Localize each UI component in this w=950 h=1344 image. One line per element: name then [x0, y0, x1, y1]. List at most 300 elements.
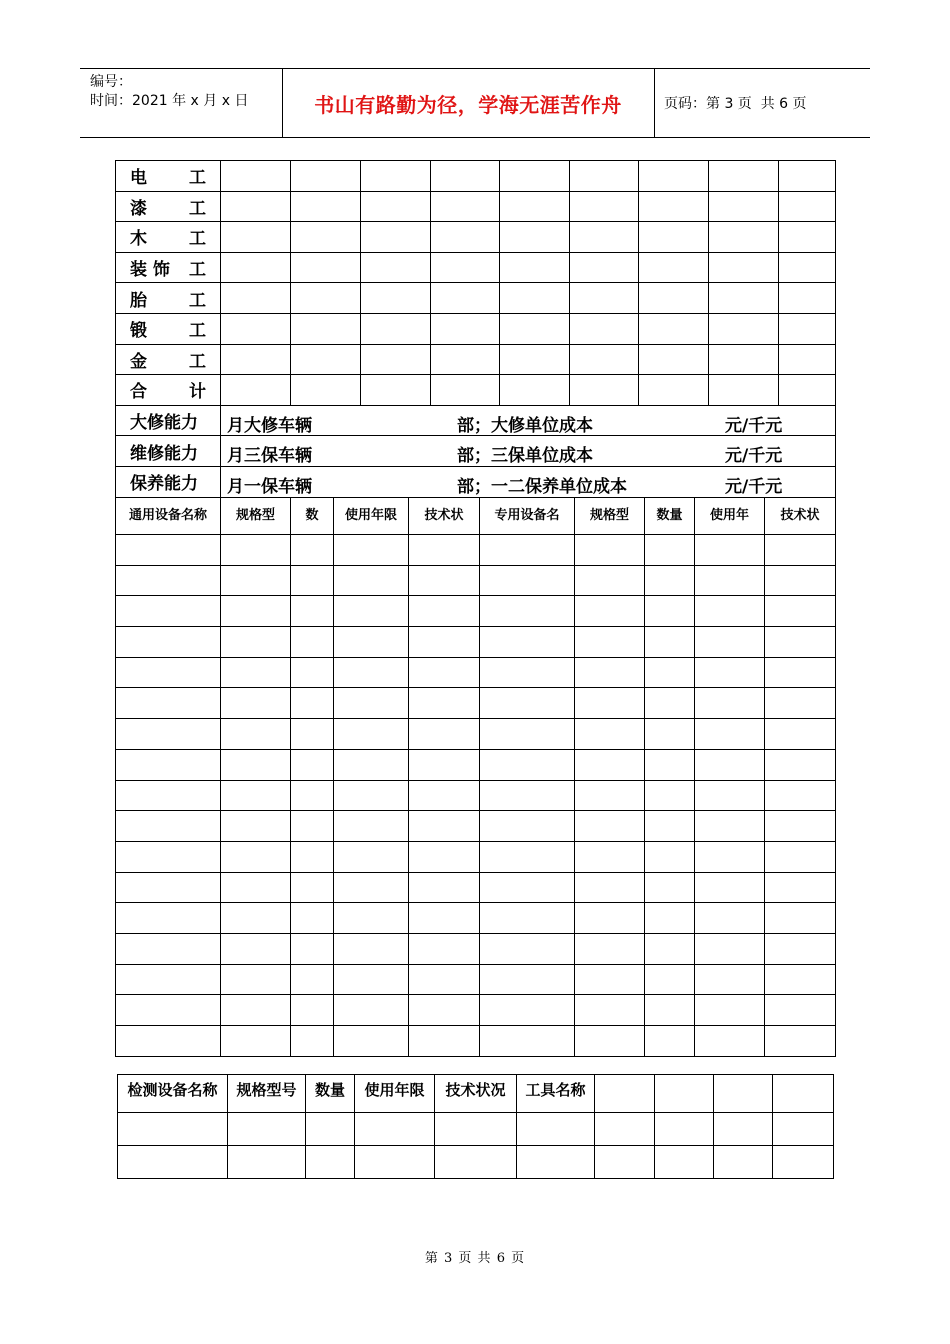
- table-cell: [570, 344, 639, 375]
- table-cell: [639, 191, 709, 222]
- table-cell: [695, 872, 765, 903]
- table-row: [116, 780, 836, 811]
- table-cell: [709, 161, 779, 192]
- table-cell: [116, 995, 221, 1026]
- table-cell: [695, 596, 765, 627]
- table-row: [116, 933, 836, 964]
- table-cell: [480, 1026, 575, 1057]
- worker-label: [116, 313, 221, 344]
- column-header: 检测设备名称: [118, 1075, 228, 1113]
- table-cell: [334, 780, 409, 811]
- table-cell: [570, 313, 639, 344]
- capacity-label: 保养能力: [116, 466, 221, 497]
- table-cell: [779, 313, 836, 344]
- table-cell: [645, 719, 695, 750]
- table-row: [116, 995, 836, 1026]
- table-cell: [116, 780, 221, 811]
- table-cell: [570, 252, 639, 283]
- table-cell: [361, 222, 431, 253]
- table-cell: [645, 657, 695, 688]
- table-cell: [695, 995, 765, 1026]
- table-cell: [765, 1026, 836, 1057]
- table-cell: [409, 841, 480, 872]
- table-cell: [221, 222, 291, 253]
- table-cell: [575, 995, 645, 1026]
- table-cell: [779, 222, 836, 253]
- table-cell: [645, 841, 695, 872]
- capacity-row: [116, 405, 836, 436]
- worker-row: [116, 313, 836, 344]
- column-header: 规格型: [575, 498, 645, 535]
- worker-label-left: 金: [130, 351, 147, 372]
- table-cell: [695, 535, 765, 566]
- worker-row: [116, 161, 836, 192]
- table-cell: [221, 1026, 291, 1057]
- table-cell: [221, 313, 291, 344]
- table-cell: [291, 565, 334, 596]
- table-cell: [221, 811, 291, 842]
- table-cell: [575, 933, 645, 964]
- table-cell: [695, 841, 765, 872]
- table-cell: [291, 964, 334, 995]
- column-header: 规格型: [221, 498, 291, 535]
- table-cell: [639, 252, 709, 283]
- table-cell: [575, 535, 645, 566]
- table-cell: [639, 283, 709, 314]
- table-cell: [116, 933, 221, 964]
- equipment-header-row: [116, 498, 836, 535]
- table-cell: [116, 811, 221, 842]
- table-cell: [765, 780, 836, 811]
- table-cell: [221, 903, 291, 934]
- table-cell: [575, 719, 645, 750]
- table-cell: [409, 749, 480, 780]
- table-cell: [480, 749, 575, 780]
- worker-row: [116, 222, 836, 253]
- table-cell: [221, 964, 291, 995]
- worker-label-left: 木: [130, 229, 147, 250]
- table-cell: [361, 375, 431, 406]
- table-cell: [228, 1146, 306, 1179]
- table-cell: [765, 596, 836, 627]
- table-cell: [645, 780, 695, 811]
- table-cell: [361, 161, 431, 192]
- column-header: 技术状况: [435, 1075, 517, 1113]
- table-cell: [765, 964, 836, 995]
- inspection-table: [117, 1074, 834, 1179]
- table-cell: [773, 1146, 834, 1179]
- table-cell: [116, 688, 221, 719]
- worker-label: [116, 222, 221, 253]
- table-cell: [645, 688, 695, 719]
- table-cell: [355, 1146, 435, 1179]
- table-cell: [639, 222, 709, 253]
- table-cell: [645, 627, 695, 658]
- capacity-detail: [221, 436, 836, 467]
- capacity-label: 大修能力: [116, 405, 221, 436]
- capacity-detail: [221, 405, 836, 436]
- table-cell: [116, 841, 221, 872]
- table-cell: [575, 749, 645, 780]
- table-cell: [291, 344, 361, 375]
- table-cell: [409, 596, 480, 627]
- capacity-unit-label: 元/千元: [725, 476, 783, 497]
- table-cell: [291, 749, 334, 780]
- table-row: [116, 688, 836, 719]
- table-cell: [765, 841, 836, 872]
- table-cell: [334, 719, 409, 750]
- table-cell: [291, 161, 361, 192]
- column-header: 专用设备名: [480, 498, 575, 535]
- table-cell: [435, 1113, 517, 1146]
- table-cell: [306, 1113, 355, 1146]
- table-cell: [765, 719, 836, 750]
- table-cell: [779, 252, 836, 283]
- page-footer: 第 3 页 共 6 页: [424, 1251, 526, 1266]
- table-cell: [709, 313, 779, 344]
- table-cell: [334, 995, 409, 1026]
- table-cell: [575, 964, 645, 995]
- table-cell: [765, 811, 836, 842]
- table-cell: [714, 1146, 773, 1179]
- table-cell: [409, 719, 480, 750]
- table-cell: [221, 657, 291, 688]
- table-cell: [765, 872, 836, 903]
- table-cell: [500, 313, 570, 344]
- table-cell: [334, 903, 409, 934]
- equipment-table: [115, 497, 836, 1057]
- worker-label-right: 计: [189, 382, 206, 403]
- table-row: [116, 596, 836, 627]
- table-cell: [334, 811, 409, 842]
- table-cell: [409, 688, 480, 719]
- column-header: [655, 1075, 714, 1113]
- table-cell: [291, 283, 361, 314]
- table-cell: [334, 872, 409, 903]
- column-header: 使用年限: [355, 1075, 435, 1113]
- table-cell: [779, 191, 836, 222]
- table-cell: [709, 191, 779, 222]
- table-cell: [695, 780, 765, 811]
- table-cell: [645, 811, 695, 842]
- table-cell: [435, 1146, 517, 1179]
- table-cell: [645, 872, 695, 903]
- table-cell: [570, 191, 639, 222]
- worker-label: [116, 252, 221, 283]
- table-cell: [361, 252, 431, 283]
- table-cell: [116, 535, 221, 566]
- table-cell: [575, 627, 645, 658]
- capacity-cost-label: 部；三保单位成本: [457, 446, 593, 467]
- column-header: [714, 1075, 773, 1113]
- table-cell: [431, 252, 500, 283]
- table-cell: [116, 749, 221, 780]
- table-cell: [221, 688, 291, 719]
- table-cell: [765, 657, 836, 688]
- worker-label-left: 电: [130, 168, 147, 189]
- table-cell: [500, 283, 570, 314]
- table-cell: [695, 749, 765, 780]
- table-row: [116, 1026, 836, 1057]
- worker-label-right: 工: [189, 321, 206, 342]
- table-cell: [291, 780, 334, 811]
- table-cell: [221, 535, 291, 566]
- table-cell: [645, 995, 695, 1026]
- table-cell: [575, 903, 645, 934]
- capacity-unit-label: 元/千元: [725, 415, 783, 436]
- worker-label-right: 工: [189, 229, 206, 250]
- table-cell: [291, 191, 361, 222]
- table-cell: [116, 627, 221, 658]
- table-cell: [116, 719, 221, 750]
- table-cell: [779, 283, 836, 314]
- table-cell: [291, 811, 334, 842]
- table-cell: [409, 872, 480, 903]
- table-cell: [575, 872, 645, 903]
- table-cell: [480, 872, 575, 903]
- column-header: 使用年限: [334, 498, 409, 535]
- table-cell: [765, 565, 836, 596]
- table-cell: [695, 903, 765, 934]
- table-cell: [517, 1113, 595, 1146]
- table-cell: [655, 1113, 714, 1146]
- table-cell: [695, 565, 765, 596]
- capacity-unit-label: 元/千元: [725, 446, 783, 467]
- table-cell: [221, 749, 291, 780]
- table-cell: [228, 1113, 306, 1146]
- table-cell: [655, 1146, 714, 1179]
- table-cell: [334, 749, 409, 780]
- table-cell: [765, 627, 836, 658]
- table-cell: [221, 565, 291, 596]
- table-cell: [765, 903, 836, 934]
- table-cell: [575, 811, 645, 842]
- table-cell: [334, 535, 409, 566]
- table-cell: [480, 964, 575, 995]
- table-cell: [779, 344, 836, 375]
- table-cell: [709, 252, 779, 283]
- table-row: [116, 872, 836, 903]
- table-cell: [431, 375, 500, 406]
- table-cell: [221, 995, 291, 1026]
- table-cell: [116, 903, 221, 934]
- column-header: 数: [291, 498, 334, 535]
- worker-label-left: 装 饰: [130, 260, 170, 281]
- table-cell: [221, 191, 291, 222]
- table-cell: [221, 872, 291, 903]
- column-header: 规格型号: [228, 1075, 306, 1113]
- table-cell: [221, 344, 291, 375]
- table-row: [116, 903, 836, 934]
- table-cell: [409, 811, 480, 842]
- table-cell: [361, 191, 431, 222]
- table-cell: [291, 313, 361, 344]
- table-cell: [291, 872, 334, 903]
- table-cell: [334, 1026, 409, 1057]
- table-cell: [480, 841, 575, 872]
- table-cell: [431, 191, 500, 222]
- table-cell: [334, 688, 409, 719]
- table-cell: [695, 657, 765, 688]
- table-cell: [480, 719, 575, 750]
- table-cell: [116, 657, 221, 688]
- table-cell: [765, 535, 836, 566]
- table-cell: [221, 841, 291, 872]
- capacity-vehicles-label: 月大修车辆: [227, 415, 312, 436]
- table-cell: [480, 903, 575, 934]
- table-cell: [221, 596, 291, 627]
- table-cell: [595, 1146, 655, 1179]
- worker-row: [116, 191, 836, 222]
- table-cell: [570, 161, 639, 192]
- table-cell: [779, 161, 836, 192]
- worker-label-right: 工: [189, 351, 206, 372]
- table-row: [116, 535, 836, 566]
- table-cell: [221, 375, 291, 406]
- table-cell: [480, 565, 575, 596]
- capacity-row: [116, 466, 836, 497]
- worker-label-right: 工: [189, 260, 206, 281]
- table-cell: [639, 344, 709, 375]
- table-cell: [409, 535, 480, 566]
- worker-label: [116, 375, 221, 406]
- table-cell: [639, 161, 709, 192]
- table-cell: [409, 995, 480, 1026]
- column-header: 工具名称: [517, 1075, 595, 1113]
- table-cell: [334, 596, 409, 627]
- table-cell: [221, 719, 291, 750]
- worker-row: [116, 283, 836, 314]
- table-cell: [570, 375, 639, 406]
- table-cell: [695, 627, 765, 658]
- worker-label-right: 工: [189, 198, 206, 219]
- table-cell: [645, 565, 695, 596]
- table-cell: [575, 780, 645, 811]
- table-cell: [765, 933, 836, 964]
- table-cell: [639, 313, 709, 344]
- table-cell: [291, 995, 334, 1026]
- number-label: 编号：: [90, 74, 132, 90]
- table-row: [116, 627, 836, 658]
- table-cell: [409, 1026, 480, 1057]
- table-cell: [291, 375, 361, 406]
- table-cell: [714, 1113, 773, 1146]
- table-cell: [645, 933, 695, 964]
- table-cell: [709, 375, 779, 406]
- table-cell: [765, 995, 836, 1026]
- table-cell: [334, 964, 409, 995]
- table-cell: [773, 1113, 834, 1146]
- column-header: [773, 1075, 834, 1113]
- table-cell: [116, 1026, 221, 1057]
- table-cell: [409, 903, 480, 934]
- capacity-vehicles-label: 月一保车辆: [227, 476, 312, 497]
- table-cell: [480, 657, 575, 688]
- table-cell: [480, 596, 575, 627]
- table-cell: [575, 841, 645, 872]
- column-header: 技术状: [409, 498, 480, 535]
- table-cell: [480, 627, 575, 658]
- table-cell: [570, 222, 639, 253]
- table-cell: [409, 565, 480, 596]
- column-header: [595, 1075, 655, 1113]
- table-cell: [409, 780, 480, 811]
- worker-row: [116, 252, 836, 283]
- table-cell: [695, 964, 765, 995]
- table-cell: [291, 596, 334, 627]
- table-cell: [500, 375, 570, 406]
- worker-label: [116, 161, 221, 192]
- table-cell: [645, 535, 695, 566]
- table-cell: [291, 688, 334, 719]
- table-cell: [431, 283, 500, 314]
- worker-label: [116, 283, 221, 314]
- capacity-cost-label: 部；大修单位成本: [457, 415, 593, 436]
- table-cell: [118, 1113, 228, 1146]
- table-cell: [575, 1026, 645, 1057]
- table-cell: [695, 933, 765, 964]
- table-cell: [334, 565, 409, 596]
- table-row: [116, 964, 836, 995]
- header-meta: [90, 73, 248, 111]
- table-cell: [575, 596, 645, 627]
- table-cell: [695, 719, 765, 750]
- table-cell: [480, 780, 575, 811]
- column-header: 通用设备名称: [116, 498, 221, 535]
- table-cell: [595, 1113, 655, 1146]
- column-header: 数量: [306, 1075, 355, 1113]
- worker-row: [116, 344, 836, 375]
- table-row: [116, 719, 836, 750]
- table-cell: [500, 191, 570, 222]
- table-cell: [709, 283, 779, 314]
- table-cell: [645, 903, 695, 934]
- worker-label-left: 合: [130, 382, 147, 403]
- worker-label: [116, 344, 221, 375]
- table-cell: [334, 627, 409, 658]
- table-row: [116, 657, 836, 688]
- table-cell: [639, 375, 709, 406]
- table-cell: [221, 161, 291, 192]
- table-cell: [116, 872, 221, 903]
- header-page-info: 页码：第 3 页 共 6 页: [664, 96, 807, 112]
- table-cell: [431, 344, 500, 375]
- table-cell: [221, 933, 291, 964]
- table-cell: [291, 252, 361, 283]
- table-cell: [480, 688, 575, 719]
- header-divider: [654, 69, 655, 137]
- table-cell: [480, 933, 575, 964]
- table-cell: [779, 375, 836, 406]
- worker-label-left: 胎: [130, 290, 147, 311]
- table-row: [118, 1146, 834, 1179]
- table-cell: [480, 535, 575, 566]
- table-cell: [431, 161, 500, 192]
- table-cell: [291, 657, 334, 688]
- table-cell: [645, 964, 695, 995]
- table-cell: [575, 657, 645, 688]
- table-cell: [221, 627, 291, 658]
- table-cell: [361, 344, 431, 375]
- table-cell: [221, 780, 291, 811]
- table-cell: [500, 252, 570, 283]
- table-cell: [517, 1146, 595, 1179]
- table-cell: [431, 313, 500, 344]
- table-cell: [695, 1026, 765, 1057]
- capacity-vehicles-label: 月三保车辆: [227, 446, 312, 467]
- table-cell: [355, 1113, 435, 1146]
- table-cell: [765, 749, 836, 780]
